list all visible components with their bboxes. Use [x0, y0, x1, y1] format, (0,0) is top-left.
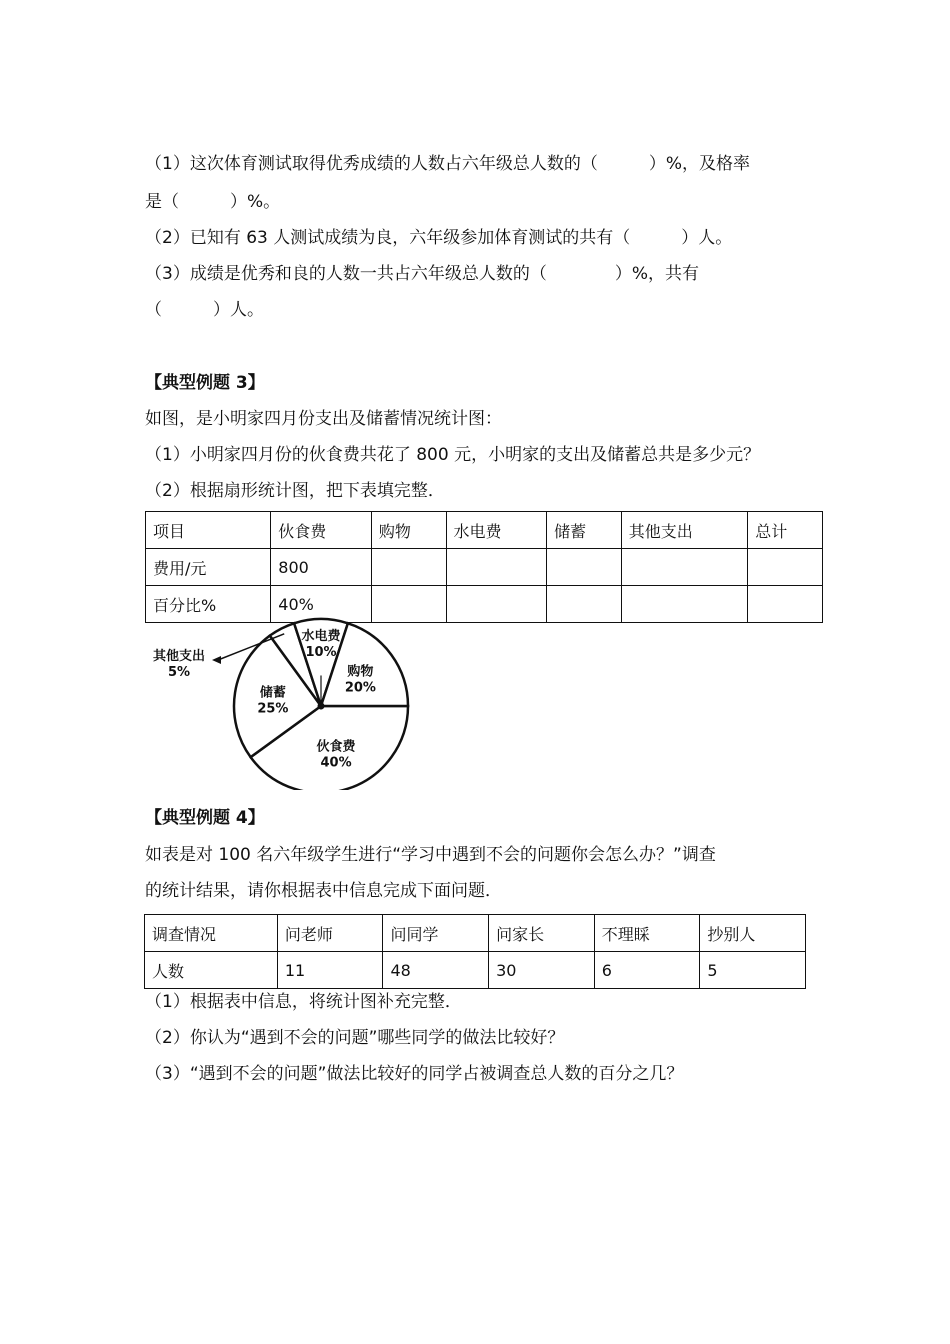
table-header-cell: 抄别人 [700, 915, 806, 952]
example-3-intro: 如图，是小明家四月份支出及储蓄情况统计图： [145, 409, 502, 429]
table-header-cell: 问老师 [277, 915, 383, 952]
example-4-question-3: （3）“遇到不会的问题”做法比较好的同学占被调查总人数的百分之几？ [145, 1064, 684, 1084]
table-cell: 30 [489, 952, 595, 989]
table-cell [748, 549, 823, 586]
example-3-heading: 【典型例题 3】 [145, 373, 265, 393]
table-cell [547, 549, 622, 586]
table-cell: 11 [277, 952, 383, 989]
example-3-question-2: （2）根据扇形统计图，把下表填完整． [145, 481, 445, 501]
table-cell: 人数 [145, 952, 278, 989]
pie-label-shopping: 购物 [347, 664, 374, 680]
table-header-cell: 水电费 [446, 512, 547, 549]
table-cell [621, 549, 748, 586]
table-cell [446, 549, 547, 586]
arrow-icon [212, 656, 221, 664]
pie-label-savings: 储蓄 [259, 685, 286, 701]
table-row [145, 952, 806, 989]
table-header-cell: 购物 [371, 512, 446, 549]
pie-percent-savings: 25% [257, 701, 289, 717]
pie-percent-other: 5% [167, 665, 191, 680]
example-4-question-1: （1）根据表中信息，将统计图补充完整． [145, 992, 462, 1012]
question-3-line-1: （3）成绩是优秀和良的人数一共占六年级总人数的（ ）%，共有 [145, 264, 699, 284]
example-3-question-1: （1）小明家四月份的伙食费共花了 800 元，小明家的支出及储蓄总共是多少元？ [145, 445, 761, 465]
table-header-row [145, 915, 806, 952]
table-header-cell: 调查情况 [145, 915, 278, 952]
expense-table [145, 511, 823, 623]
pie-label-other: 其他支出 [152, 649, 206, 664]
table-cell: 费用/元 [146, 549, 271, 586]
survey-table [144, 914, 806, 989]
table-header-cell: 储蓄 [547, 512, 622, 549]
table-header-cell: 问同学 [383, 915, 489, 952]
table-cell: 40% [271, 586, 372, 623]
table-cell: 6 [594, 952, 700, 989]
table-header-cell: 伙食费 [271, 512, 372, 549]
table-header-cell: 项目 [146, 512, 271, 549]
table-cell: 800 [271, 549, 372, 586]
table-header-row [146, 512, 823, 549]
question-1-line-2: 是（ ）%。 [145, 192, 281, 212]
example-4-question-2: （2）你认为“遇到不会的问题”哪些同学的做法比较好？ [145, 1028, 565, 1048]
table-cell [748, 586, 823, 623]
pie-label-utilities: 水电费 [301, 629, 341, 645]
table-cell [446, 586, 547, 623]
table-cell [371, 549, 446, 586]
table-header-cell: 不理睬 [594, 915, 700, 952]
pie-percent-shopping: 20% [344, 680, 376, 696]
pie-percent-food: 40% [320, 755, 352, 771]
example-4-intro-line-2: 的统计结果，请你根据表中信息完成下面问题． [145, 881, 502, 901]
table-header-cell: 问家长 [489, 915, 595, 952]
example-4-heading: 【典型例题 4】 [145, 808, 265, 828]
question-1-line-1: （1）这次体育测试取得优秀成绩的人数占六年级总人数的（ ）%，及格率 [145, 154, 750, 174]
pie-percent-utilities: 10% [305, 645, 337, 661]
table-row [146, 549, 823, 586]
pie-label-food: 伙食费 [316, 739, 356, 755]
table-cell: 百分比% [146, 586, 271, 623]
table-cell: 48 [383, 952, 489, 989]
table-cell [621, 586, 748, 623]
table-header-cell: 总计 [748, 512, 823, 549]
table-cell [547, 586, 622, 623]
question-2: （2）已知有 63 人测试成绩为良，六年级参加体育测试的共有（ ）人。 [145, 228, 733, 248]
question-3-line-2: （ ）人。 [145, 300, 264, 320]
table-cell: 5 [700, 952, 806, 989]
example-4-intro-line-1: 如表是对 100 名六年级学生进行“学习中遇到不会的问题你会怎么办？”调查 [145, 845, 716, 865]
expense-pie-chart [140, 615, 430, 790]
table-header-cell: 其他支出 [621, 512, 748, 549]
